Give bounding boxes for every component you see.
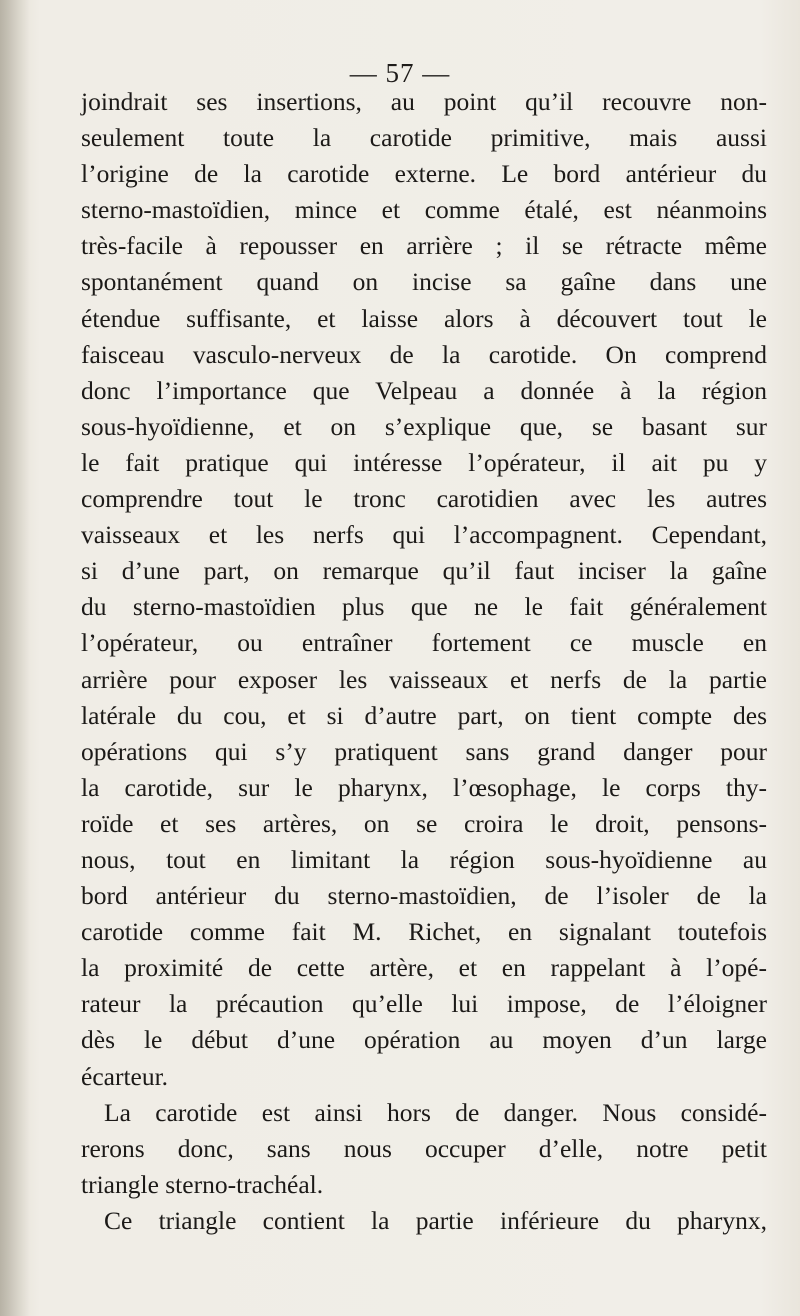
body-text: [81, 84, 767, 1239]
paragraph: [81, 84, 767, 1095]
text-line: la proximité de cette artère, et en rappelant à l’opé-: [81, 953, 767, 983]
text-line: rateur la précaution qu’elle lui impose, de l’éloigner: [81, 989, 767, 1019]
paragraph: [81, 1095, 767, 1203]
text-line: vaisseaux et les nerfs qui l’accompagnent. Cependant,: [81, 520, 767, 550]
text-line: nous, tout en limitant la région sous-hyoïdienne au: [81, 844, 767, 874]
text-line: la carotide, sur le pharynx, l’œsophage, le corps thy-: [81, 772, 767, 802]
text-line: dès le début d’une opération au moyen d’un large: [81, 1025, 767, 1055]
text-line: roïde et ses artères, on se croira le droit, pensons-: [81, 808, 767, 838]
text-line: l’origine de la carotide externe. Le bord antérieur du: [81, 159, 767, 189]
page-number: — 57 —: [349, 58, 451, 88]
text-line: écarteur.: [81, 1061, 169, 1091]
text-line: triangle sterno-trachéal.: [81, 1169, 324, 1199]
text-line: Ce triangle contient la partie inférieure du pharynx,: [104, 1205, 767, 1235]
text-line: seulement toute la carotide primitive, mais aussi: [81, 123, 767, 153]
text-line: latérale du cou, et si d’autre part, on tient compte des: [81, 700, 767, 730]
text-line: carotide comme fait M. Richet, en signalant toutefois: [81, 917, 767, 947]
text-line: comprendre tout le tronc carotidien avec les autres: [81, 484, 767, 514]
text-line: étendue suffisante, et laisse alors à découvert tout le: [81, 303, 767, 333]
text-line: La carotide est ainsi hors de danger. Nous considé-: [104, 1097, 767, 1127]
text-line: l’opérateur, ou entraîner fortement ce muscle en: [81, 628, 767, 658]
text-line: sterno-mastoïdien, mince et comme étalé, est néanmoins: [81, 195, 767, 225]
text-line: joindrait ses insertions, au point qu’il recouvre non-: [81, 87, 767, 116]
page-binding-shadow: [0, 0, 30, 1316]
text-line: opérations qui s’y pratiquent sans grand danger pour: [81, 736, 767, 766]
text-line: donc l’importance que Velpeau a donnée à la région: [81, 375, 767, 405]
text-line: spontanément quand on incise sa gaîne dans une: [81, 267, 767, 297]
paragraph: [81, 1203, 767, 1239]
text-line: sous-hyoïdienne, et on s’explique que, se basant sur: [81, 411, 767, 441]
text-line: très-facile à repousser en arrière ; il se rétracte même: [81, 231, 767, 261]
text-line: si d’une part, on remarque qu’il faut inciser la gaîne: [81, 556, 767, 586]
text-line: le fait pratique qui intéresse l’opérateur, il ait pu y: [81, 447, 767, 477]
text-line: bord antérieur du sterno-mastoïdien, de l’isoler de la: [81, 881, 767, 911]
text-line: rerons donc, sans nous occuper d’elle, notre petit: [81, 1133, 767, 1163]
text-line: du sterno-mastoïdien plus que ne le fait généralement: [81, 592, 767, 622]
text-line: arrière pour exposer les vaisseaux et nerfs de la partie: [81, 664, 767, 694]
text-line: faisceau vasculo-nerveux de la carotide. On comprend: [81, 339, 767, 369]
